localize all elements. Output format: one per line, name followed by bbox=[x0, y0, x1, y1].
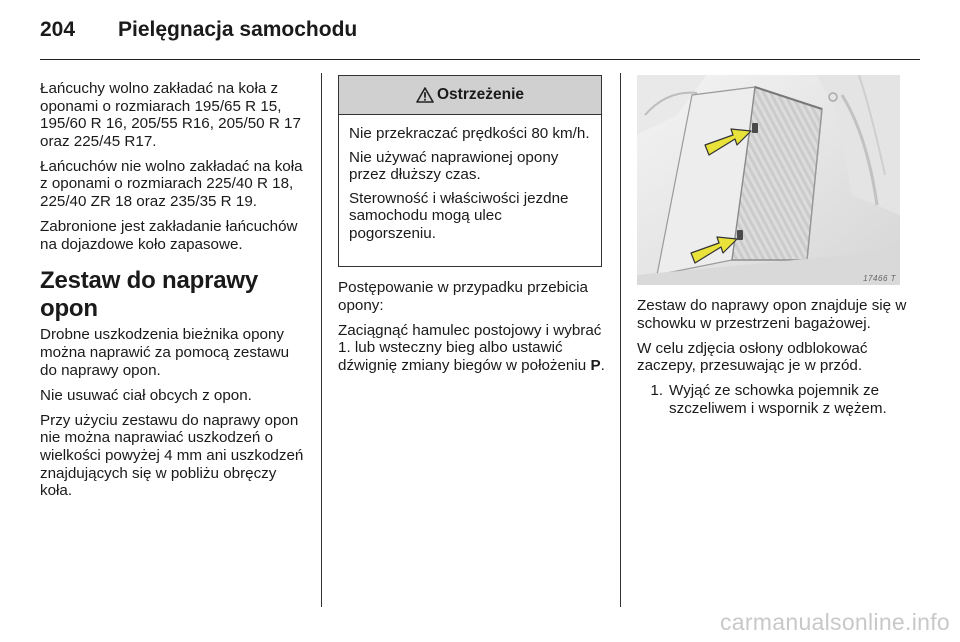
column-right bbox=[637, 297, 917, 418]
trunk-compartment-photo bbox=[637, 75, 900, 285]
paragraph: Postępowanie w przypadku przebicia opony: bbox=[338, 279, 588, 314]
paragraph: Łańcuchów nie wolno zakładać na koła z oponami o rozmiarach 225/40 R 18, 225/40 ZR 18 oraz 235/35 R 19. bbox=[40, 157, 303, 211]
paragraph: Łańcuchy wolno zakładać na koła z oponami o rozmiarach 195/65 R 15, 195/60 R 16, 205/55 R16, 205/50 R 17 oraz 225/45 R17. bbox=[40, 80, 301, 150]
page-number: 204 bbox=[40, 18, 76, 41]
period: . bbox=[600, 356, 605, 374]
section-heading: Zestaw do naprawy opon bbox=[40, 267, 258, 323]
trunk-floor-illustration bbox=[637, 75, 900, 285]
step-text: Wyjąć ze schowka pojemnik ze szczeliwem i wspornik z wężem. bbox=[669, 382, 887, 417]
page-title: Pielęgnacja samochodu bbox=[118, 18, 358, 41]
column-divider bbox=[321, 73, 322, 607]
warning-text: Nie używać naprawionej opony przez dłuższy czas. bbox=[349, 148, 559, 184]
paragraph: Drobne uszkodzenia bieżnika opony można naprawić za pomocą zestawu do naprawy opon. bbox=[40, 326, 290, 379]
paragraph: Zestaw do naprawy opon znajduje się w schowku w przestrzeni bagażowej. bbox=[637, 297, 907, 332]
watermark: carmanualsonline.info bbox=[719, 609, 950, 635]
column-left bbox=[40, 80, 310, 507]
warning-text: Nie przekraczać prędkości 80 km/h. bbox=[349, 125, 590, 142]
column-middle bbox=[338, 279, 606, 382]
warning-title: Ostrzeżenie bbox=[436, 86, 524, 103]
gear-position-p: P bbox=[590, 356, 601, 374]
paragraph: Zabronione jest zakładanie łańcuchów na dojazdowe koło zapasowe. bbox=[40, 218, 298, 253]
warning-text: Sterowność i właściwości jezdne samochodu mogą ulec pogorszeniu. bbox=[349, 189, 569, 242]
warning-triangle-icon bbox=[416, 87, 434, 103]
column-divider bbox=[620, 73, 621, 607]
paragraph: Nie usuwać ciał obcych z opon. bbox=[40, 386, 252, 404]
warning-header bbox=[339, 76, 601, 115]
paragraph-text: Zaciągnąć hamulec postojowy i wybrać 1. lub wsteczny bieg albo ustawić dźwignię zmiany biegów w położeniu bbox=[338, 321, 602, 374]
paragraph: W celu zdjęcia osłony odblokować zaczepy, przesuwając je w przód. bbox=[637, 339, 868, 375]
paragraph: Przy użyciu zestawu do naprawy opon nie można naprawiać uszkodzeń o wielkości powyżej 4 mm ani uszkodzeń znajdujących się w pobliżu obręczy koła. bbox=[40, 411, 304, 500]
step-number: 1. bbox=[650, 382, 663, 400]
header-rule bbox=[40, 59, 920, 60]
paragraph bbox=[338, 322, 606, 375]
warning-body bbox=[339, 115, 601, 243]
warning-box bbox=[338, 75, 602, 267]
image-code: 17466 T bbox=[863, 274, 896, 283]
steps-list bbox=[637, 382, 917, 417]
list-item bbox=[637, 382, 917, 417]
